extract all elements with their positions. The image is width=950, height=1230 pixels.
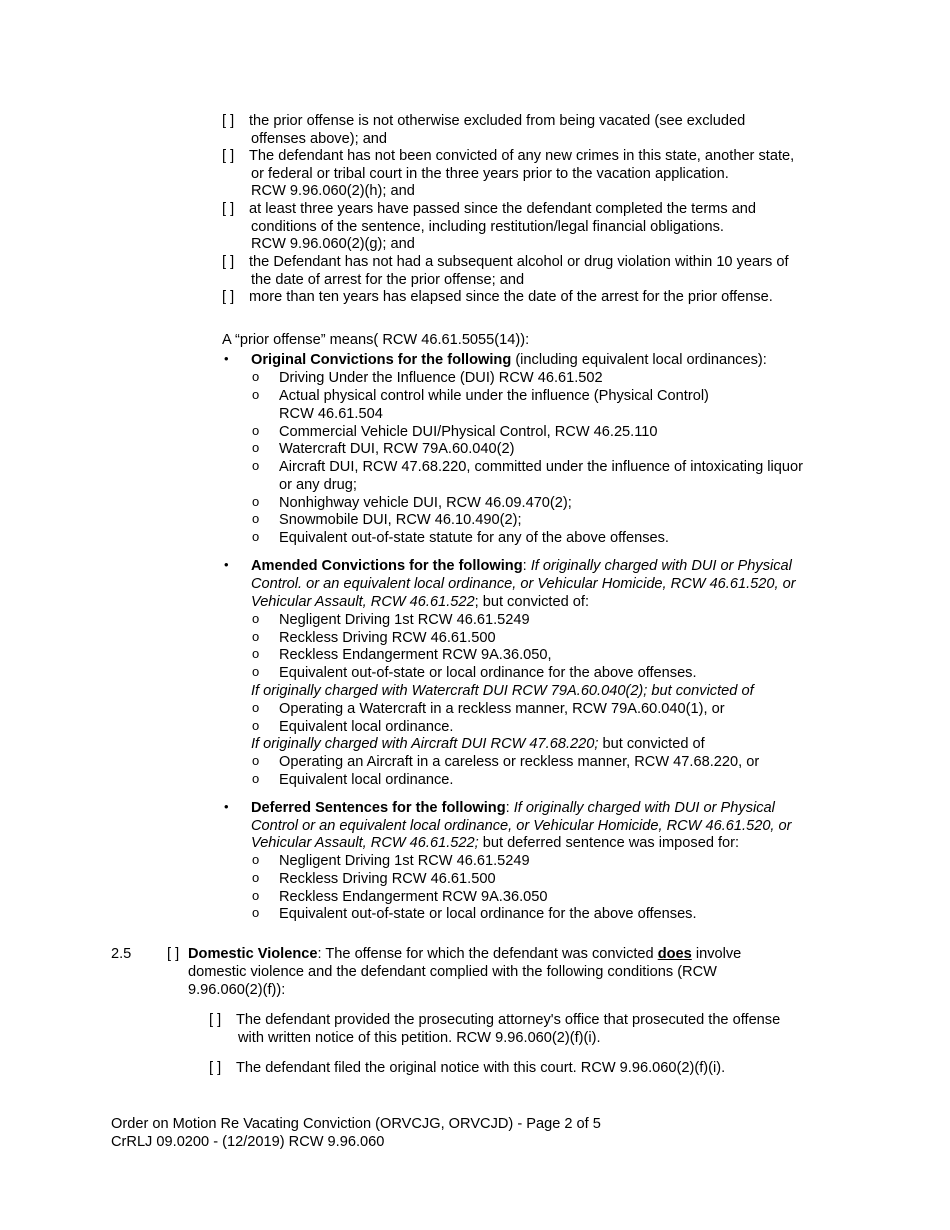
list-item: Nonhighway vehicle DUI, RCW 46.09.470(2); [279, 495, 572, 511]
condition-text: or federal or tribal court in the three years prior to the vacation application. [251, 166, 729, 182]
checkbox[interactable]: [ ] [222, 289, 235, 305]
checkbox[interactable]: [ ] [209, 1012, 222, 1028]
checkbox[interactable]: [ ] [222, 201, 235, 217]
condition-text: conditions of the sentence, including restitution/legal financial obligations. [251, 219, 724, 235]
list-item: Negligent Driving 1st RCW 46.61.5249 [279, 853, 530, 869]
bullet-icon: • [224, 351, 229, 366]
circle-bullet-icon: o [252, 646, 260, 661]
dv-condition-text: with written notice of this petition. RCW 9.96.060(2)(f)(i). [238, 1030, 601, 1046]
condition-text: The defendant has not been convicted of any new crimes in this state, another state, [249, 148, 795, 164]
condition-text: offenses above); and [251, 131, 388, 147]
list-item: Equivalent out-of-state statute for any of the above offenses. [279, 530, 669, 546]
condition-text: at least three years have passed since the defendant completed the terms and [249, 201, 757, 217]
circle-bullet-icon: o [252, 369, 260, 384]
list-item: Negligent Driving 1st RCW 46.61.5249 [279, 612, 530, 628]
section-title: Domestic Violence [188, 946, 318, 962]
prior-offense-intro: A “prior offense” means( RCW 46.61.5055(14)): [222, 332, 530, 348]
original-heading-rest: (including equivalent local ordinances): [511, 352, 767, 368]
circle-bullet-icon: o [252, 529, 260, 544]
circle-bullet-icon: o [252, 700, 260, 715]
condition-text: the Defendant has not had a subsequent alcohol or drug violation within 10 years of [249, 254, 789, 270]
amended-text: Control. or an equivalent local ordinance, or Vehicular Homicide, RCW 46.61.520, or [251, 576, 796, 592]
circle-bullet-icon: o [252, 511, 260, 526]
circle-bullet-icon: o [252, 494, 260, 509]
condition-text: RCW 9.96.060(2)(h); and [251, 183, 415, 199]
deferred-text: Control or an equivalent local ordinance, or Vehicular Homicide, RCW 46.61.520, or [251, 818, 792, 834]
circle-bullet-icon: o [252, 458, 260, 473]
checkbox[interactable]: [ ] [209, 1060, 222, 1076]
footer-title: Order on Motion Re Vacating Conviction (ORVCJG, ORVCJD) - Page 2 of 5 [111, 1116, 601, 1132]
checkbox[interactable]: [ ] [167, 946, 180, 962]
watercraft-note: If originally charged with Watercraft DUI RCW 79A.60.040(2); but convicted of [251, 683, 754, 699]
deferred-text: Vehicular Assault, RCW 46.61.522; [251, 835, 479, 851]
aircraft-note-rest: but convicted of [598, 736, 705, 752]
amended-text: If originally charged with DUI or Physical [530, 558, 792, 574]
emphasis-does: does [657, 946, 692, 962]
list-item: Driving Under the Influence (DUI) RCW 46.61.502 [279, 370, 603, 386]
list-item: Reckless Driving RCW 46.61.500 [279, 630, 496, 646]
list-item: Snowmobile DUI, RCW 46.10.490(2); [279, 512, 522, 528]
list-item: Equivalent out-of-state or local ordinance for the above offenses. [279, 906, 697, 922]
list-item: Reckless Endangerment RCW 9A.36.050 [279, 889, 548, 905]
deferred-text: If originally charged with DUI or Physical [513, 800, 775, 816]
section-text: involve [691, 946, 742, 962]
section-text: : The offense for which the defendant was convicted [317, 946, 658, 962]
list-item: Operating a Watercraft in a reckless manner, RCW 79A.60.040(1), or [279, 701, 725, 717]
circle-bullet-icon: o [252, 888, 260, 903]
dv-condition-text: The defendant provided the prosecuting attorney's office that prosecuted the offense [236, 1012, 781, 1028]
aircraft-note: If originally charged with Aircraft DUI RCW 47.68.220; [251, 736, 599, 752]
condition-text: the date of arrest for the prior offense; and [251, 272, 525, 288]
deferred-heading: Deferred Sentences for the following [251, 800, 506, 816]
circle-bullet-icon: o [252, 423, 260, 438]
bullet-icon: • [224, 557, 229, 572]
dv-condition-text: The defendant filed the original notice with this court. RCW 9.96.060(2)(f)(i). [236, 1060, 726, 1076]
list-item: Reckless Driving RCW 46.61.500 [279, 871, 496, 887]
list-item: Aircraft DUI, RCW 47.68.220, committed under the influence of intoxicating liquor [279, 459, 803, 475]
checkbox[interactable]: [ ] [222, 113, 235, 129]
original-heading: Original Convictions for the following [251, 352, 512, 368]
circle-bullet-icon: o [252, 611, 260, 626]
circle-bullet-icon: o [252, 852, 260, 867]
bullet-icon: • [224, 799, 229, 814]
condition-text: more than ten years has elapsed since the date of the arrest for the prior offense. [249, 289, 773, 305]
footer-form-code: CrRLJ 09.0200 - (12/2019) RCW 9.96.060 [111, 1134, 385, 1150]
list-item: Watercraft DUI, RCW 79A.60.040(2) [279, 441, 515, 457]
circle-bullet-icon: o [252, 905, 260, 920]
list-item: Operating an Aircraft in a careless or reckless manner, RCW 47.68.220, or [279, 754, 760, 770]
colon: : [522, 558, 531, 574]
list-item: Equivalent out-of-state or local ordinance for the above offenses. [279, 665, 697, 681]
deferred-text-rest: but deferred sentence was imposed for: [478, 835, 740, 851]
condition-text: RCW 9.96.060(2)(g); and [251, 236, 415, 252]
circle-bullet-icon: o [252, 771, 260, 786]
colon: : [505, 800, 514, 816]
circle-bullet-icon: o [252, 753, 260, 768]
circle-bullet-icon: o [252, 629, 260, 644]
amended-text-rest: ; but convicted of: [474, 594, 589, 610]
list-item: Commercial Vehicle DUI/Physical Control, RCW 46.25.110 [279, 424, 658, 440]
checkbox[interactable]: [ ] [222, 148, 235, 164]
section-number: 2.5 [111, 946, 132, 962]
list-item: or any drug; [279, 477, 357, 493]
list-item: Actual physical control while under the influence (Physical Control) [279, 388, 709, 404]
amended-text: Vehicular Assault, RCW 46.61.522 [251, 594, 475, 610]
list-item: Equivalent local ordinance. [279, 719, 454, 735]
circle-bullet-icon: o [252, 664, 260, 679]
checkbox[interactable]: [ ] [222, 254, 235, 270]
list-item: Reckless Endangerment RCW 9A.36.050, [279, 647, 552, 663]
amended-heading: Amended Convictions for the following [251, 558, 523, 574]
circle-bullet-icon: o [252, 718, 260, 733]
section-text: 9.96.060(2)(f)): [188, 982, 286, 998]
list-item: RCW 46.61.504 [279, 406, 383, 422]
circle-bullet-icon: o [252, 440, 260, 455]
condition-text: the prior offense is not otherwise excluded from being vacated (see excluded [249, 113, 746, 129]
section-text: domestic violence and the defendant complied with the following conditions (RCW [188, 964, 717, 980]
circle-bullet-icon: o [252, 870, 260, 885]
list-item: Equivalent local ordinance. [279, 772, 454, 788]
circle-bullet-icon: o [252, 387, 260, 402]
